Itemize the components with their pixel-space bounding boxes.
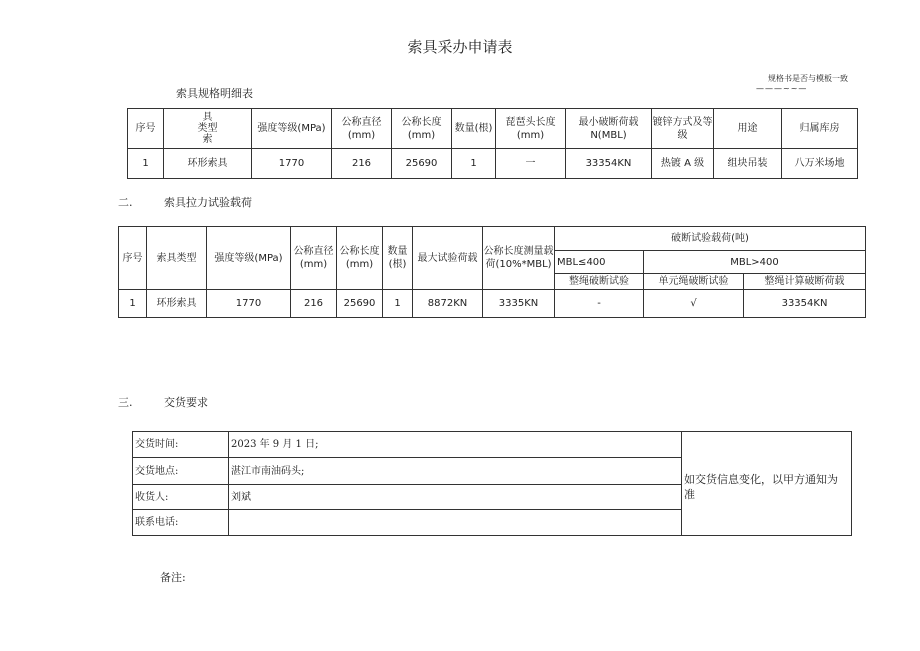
spec-cell: 环形索具 [164,149,252,179]
load-cell: 216 [291,290,337,318]
load-header-max-test-load: 最大试验荷载 [413,227,483,290]
page-title: 索具采办申请表 [407,38,513,56]
load-cell: 3335KN [483,290,555,318]
spec-header-type [164,109,252,149]
load-header-diameter: 公称直径(mm) [291,227,337,290]
load-header-type: 索具类型 [147,227,207,290]
section3-number: 三. [118,396,133,409]
mbl-high-header: MBL>400 [644,251,866,274]
spec-header-purpose: 用途 [714,109,782,149]
remarks-label: 备注: [160,571,186,584]
load-test-table [118,226,866,318]
load-cell: - [555,290,644,318]
sub-header-whole-rope-break: 整绳破断试验 [555,274,644,290]
spec-header-warehouse: 归属库房 [782,109,858,149]
spec-header-grade: 强度等级(MPa) [252,109,332,149]
delivery-location-label: 交货地点: [133,458,229,485]
spec-cell: 1 [452,149,496,179]
phone-label: 联系电话: [133,510,229,536]
spec-header-galvanizing: 镀锌方式及等级 [652,109,714,149]
load-header-index: 序号 [119,227,147,290]
sub-header-calculated-break: 整绳计算破断荷载 [744,274,866,290]
spec-header-length: 公称长度(mm) [392,109,452,149]
load-header-quantity: 数量(根) [383,227,413,290]
load-header-grade: 强度等级(MPa) [207,227,291,290]
template-check-note: 规格书是否与模板一致 [768,74,848,83]
delivery-location-value: 湛江市南油码头; [229,458,682,485]
spec-header-diameter: 公称直径(mm) [332,109,392,149]
template-check-mark: ———~~— [756,84,808,93]
load-header-length: 公称长度(mm) [337,227,383,290]
spec-header-type-line: 类型 [197,123,218,134]
spec-cell: 1770 [252,149,332,179]
spec-header-index: 序号 [128,109,164,149]
load-cell: 25690 [337,290,383,318]
section2-number: 二. [118,196,133,209]
delivery-table [132,431,852,536]
load-cell: 1770 [207,290,291,318]
spec-cell: 216 [332,149,392,179]
sub-header-unit-rope-break: 单元绳破断试验 [644,274,744,290]
load-header-length-measure-load: 公称长度测量载荷(10%*MBL) [483,227,555,290]
spec-cell: 组块吊装 [714,149,782,179]
spec-header-quantity: 数量(根) [452,109,496,149]
load-cell: 环形索具 [147,290,207,318]
load-cell: 8872KN [413,290,483,318]
spec-header-type-line: 具 [202,112,213,123]
spec-cell: 33354KN [566,149,652,179]
break-test-header: 破断试验载荷(吨) [555,227,866,251]
spec-header-type-line: 索 [202,134,213,145]
spec-table [127,108,858,179]
spec-cell: 25690 [392,149,452,179]
section3-heading: 交货要求 [164,396,208,409]
table-row [128,149,858,179]
spec-cell: 八万米场地 [782,149,858,179]
mbl-low-header: MBL≤400 [555,251,644,274]
spec-header-mbl: 最小破断荷载N(MBL) [566,109,652,149]
table-row [119,290,866,318]
spec-cell: 热镀 A 级 [652,149,714,179]
load-cell: 1 [119,290,147,318]
section1-heading: 索具规格明细表 [176,87,253,100]
load-cell: 1 [383,290,413,318]
spec-cell: 1 [128,149,164,179]
phone-value [229,510,682,536]
section2-heading: 索具拉力试验载荷 [164,196,252,209]
spec-cell: 一 [496,149,566,179]
load-cell: 33354KN [744,290,866,318]
delivery-change-note: 如交货信息变化，以甲方通知为准 [682,432,852,536]
delivery-time-value: 2023 年 9 月 1 日; [229,432,682,458]
load-cell: √ [644,290,744,318]
delivery-time-label: 交货时间: [133,432,229,458]
receiver-value: 刘斌 [229,485,682,510]
table-row [133,432,852,458]
spec-header-eye-length: 琵琶头长度(mm) [496,109,566,149]
receiver-label: 收货人: [133,485,229,510]
